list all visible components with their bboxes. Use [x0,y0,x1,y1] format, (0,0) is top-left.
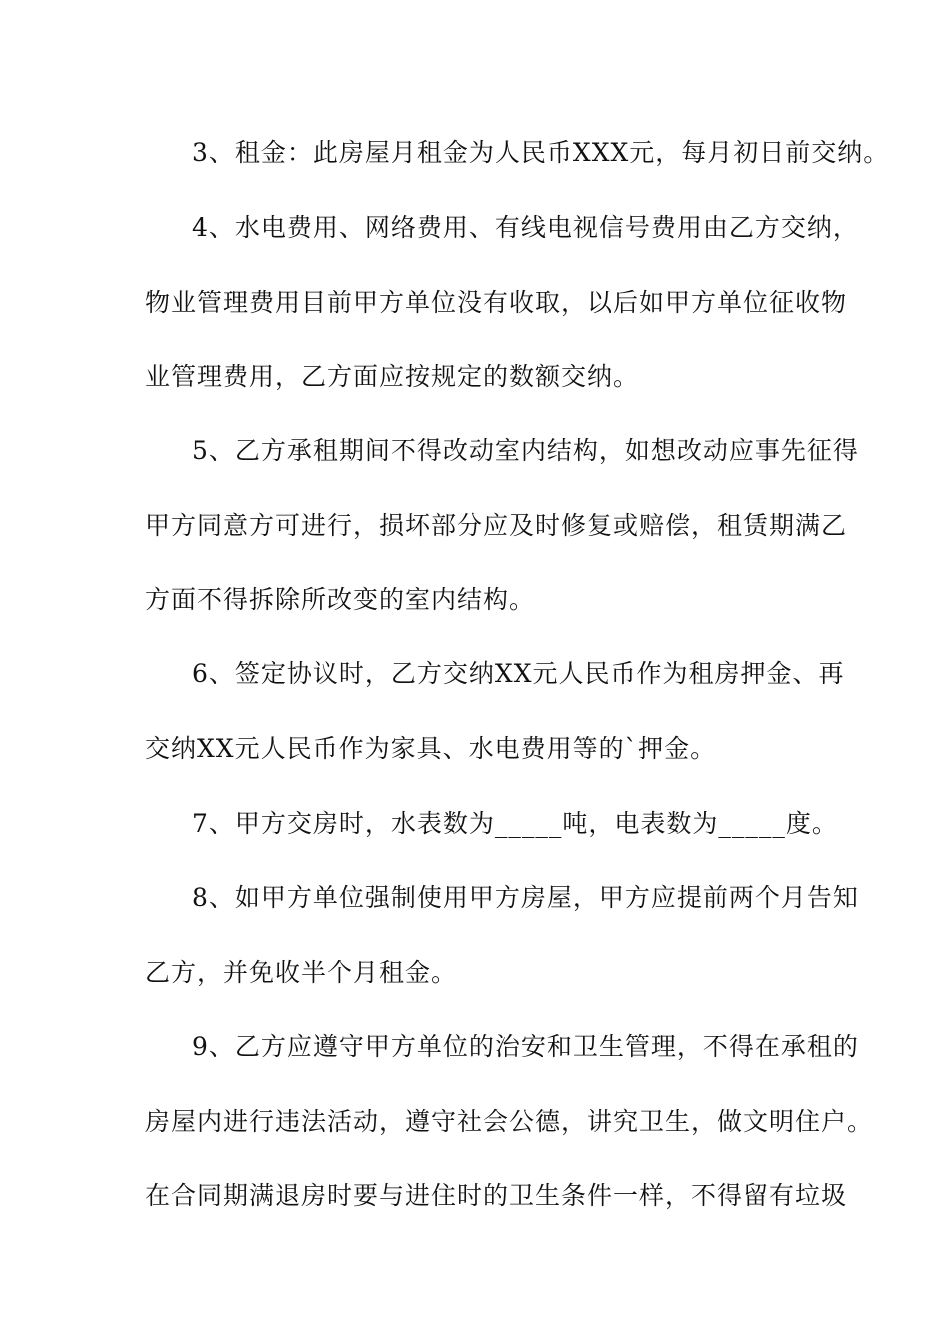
clause-6-line-1: 6、签定协议时，乙方交纳XX元人民币作为租房押金、再 [192,659,845,688]
clause-5-line-2: 甲方同意方可进行，损坏部分应及时修复或赔偿，租赁期满乙 [145,511,848,540]
clause-4-line-1: 4、水电费用、网络费用、有线电视信号费用由乙方交纳， [192,213,859,242]
clause-4-line-3: 业管理费用，乙方面应按规定的数额交纳。 [145,362,640,391]
clause-9-line-3: 在合同期满退房时要与进住时的卫生条件一样，不得留有垃圾 [145,1181,848,1210]
clause-8-line-2: 乙方，并免收半个月租金。 [145,958,458,987]
clause-9-line-1: 9、乙方应遵守甲方单位的治安和卫生管理，不得在承租的 [192,1032,859,1061]
clause-5-line-3: 方面不得拆除所改变的室内结构。 [145,585,536,614]
clause-6-line-2: 交纳XX元人民币作为家具、水电费用等的`押金。 [145,734,717,763]
clause-9-line-2: 房屋内进行违法活动，遵守社会公德，讲究卫生，做文明住户。 [145,1107,874,1136]
clause-5-line-1: 5、乙方承租期间不得改动室内结构，如想改动应事先征得 [192,436,859,465]
clause-8-line-1: 8、如甲方单位强制使用甲方房屋，甲方应提前两个月告知 [192,883,859,912]
clause-7-line-1: 7、甲方交房时，水表数为_____吨，电表数为_____度。 [192,809,838,838]
clause-4-line-2: 物业管理费用目前甲方单位没有收取，以后如甲方单位征收物 [145,288,848,317]
clause-3-line-1: 3、租金：此房屋月租金为人民币XXX元，每月初日前交纳。 [192,138,890,167]
